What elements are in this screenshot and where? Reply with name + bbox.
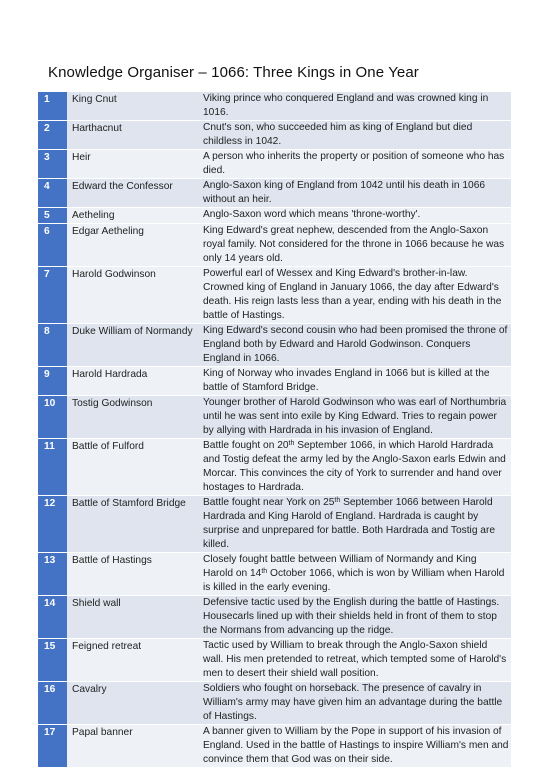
definition: Defensive tactic used by the English during the battle of Hastings. Housecarls lined up with their shields held in front of them to stop the Normans from advancing up the ridge.: [198, 596, 511, 639]
term: Edward the Confessor: [67, 179, 198, 208]
definition: King Edward's second cousin who had been promised the throne of England both by Edward and Harold Godwinson. Conquers England in 1066.: [198, 324, 511, 367]
definition: Battle fought near York on 25th September 1066 between Harold Hardrada and King Harold of England. Hardrada is caught by surprise and unprepared for battle. Both Hardrada and Tostig are killed.: [198, 496, 511, 553]
table-row: [38, 324, 511, 367]
table-row: [38, 367, 511, 396]
table-row: [38, 208, 511, 224]
term: Battle of Hastings: [67, 553, 198, 596]
table-row: [38, 92, 511, 121]
row-number: 1: [38, 92, 67, 121]
row-number: 4: [38, 179, 67, 208]
definition: Tactic used by William to break through the Anglo-Saxon shield wall. His men pretended to retreat, which tempted some of Harold's men to desert their shield wall position.: [198, 639, 511, 682]
table-row: [38, 396, 511, 439]
term: Battle of Fulford: [67, 439, 198, 496]
table-row: [38, 596, 511, 639]
definition: King of Norway who invades England in 1066 but is killed at the battle of Stamford Bridge.: [198, 367, 511, 396]
glossary-table: [38, 92, 511, 768]
row-number: 10: [38, 396, 67, 439]
definition: A banner given to William by the Pope in support of his invasion of England. Used in the battle of Hastings to inspire William's men and convince them that God was on their side.: [198, 725, 511, 768]
table-row: [38, 725, 511, 768]
term: King Cnut: [67, 92, 198, 121]
term: Duke William of Normandy: [67, 324, 198, 367]
term: Feigned retreat: [67, 639, 198, 682]
table-row: [38, 496, 511, 553]
row-number: 15: [38, 639, 67, 682]
term: Papal banner: [67, 725, 198, 768]
row-number: 16: [38, 682, 67, 725]
definition: Closely fought battle between William of Normandy and King Harold on 14th October 1066, which is won by William when Harold is killed in the early evening.: [198, 553, 511, 596]
row-number: 11: [38, 439, 67, 496]
page-title: Knowledge Organiser – 1066: Three Kings in One Year: [48, 64, 419, 81]
row-number: 8: [38, 324, 67, 367]
term: Cavalry: [67, 682, 198, 725]
definition: Cnut's son, who succeeded him as king of England but died childless in 1042.: [198, 121, 511, 150]
definition: Anglo-Saxon word which means 'throne-worthy'.: [198, 208, 511, 224]
term: Harthacnut: [67, 121, 198, 150]
row-number: 17: [38, 725, 67, 768]
term: Battle of Stamford Bridge: [67, 496, 198, 553]
row-number: 9: [38, 367, 67, 396]
term: Edgar Aetheling: [67, 224, 198, 267]
term: Shield wall: [67, 596, 198, 639]
table-row: [38, 682, 511, 725]
table-row: [38, 439, 511, 496]
definition: Younger brother of Harold Godwinson who was earl of Northumbria until he was sent into exile by King Edward. Tries to regain power by allying with Hardrada in his invasion of England.: [198, 396, 511, 439]
term: Tostig Godwinson: [67, 396, 198, 439]
row-number: 7: [38, 267, 67, 324]
row-number: 12: [38, 496, 67, 553]
table-row: [38, 639, 511, 682]
definition: Viking prince who conquered England and was crowned king in 1016.: [198, 92, 511, 121]
row-number: 6: [38, 224, 67, 267]
row-number: 14: [38, 596, 67, 639]
table-row: [38, 121, 511, 150]
row-number: 2: [38, 121, 67, 150]
term: Heir: [67, 150, 198, 179]
definition: King Edward's great nephew, descended from the Anglo-Saxon royal family. Not considered for the throne in 1066 because he was only 14 years old.: [198, 224, 511, 267]
term: Harold Godwinson: [67, 267, 198, 324]
row-number: 5: [38, 208, 67, 224]
term: Harold Hardrada: [67, 367, 198, 396]
definition: Powerful earl of Wessex and King Edward's brother-in-law. Crowned king of England in January 1066, the day after Edward's death. His reign lasts less than a year, ending with his death in the battle of Hastings.: [198, 267, 511, 324]
definition: Battle fought on 20th September 1066, in which Harold Hardrada and Tostig defeat the army led by the Anglo-Saxon earls Edwin and Morcar. This convinces the city of York to surrender and hand over hostages to Hardrada.: [198, 439, 511, 496]
row-number: 3: [38, 150, 67, 179]
table-row: [38, 553, 511, 596]
term: Aetheling: [67, 208, 198, 224]
row-number: 13: [38, 553, 67, 596]
table-row: [38, 179, 511, 208]
table-row: [38, 150, 511, 179]
table-row: [38, 267, 511, 324]
definition: Anglo-Saxon king of England from 1042 until his death in 1066 without an heir.: [198, 179, 511, 208]
definition: Soldiers who fought on horseback. The presence of cavalry in William's army may have given him an advantage during the battle of Hastings.: [198, 682, 511, 725]
definition: A person who inherits the property or position of someone who has died.: [198, 150, 511, 179]
table-row: [38, 224, 511, 267]
